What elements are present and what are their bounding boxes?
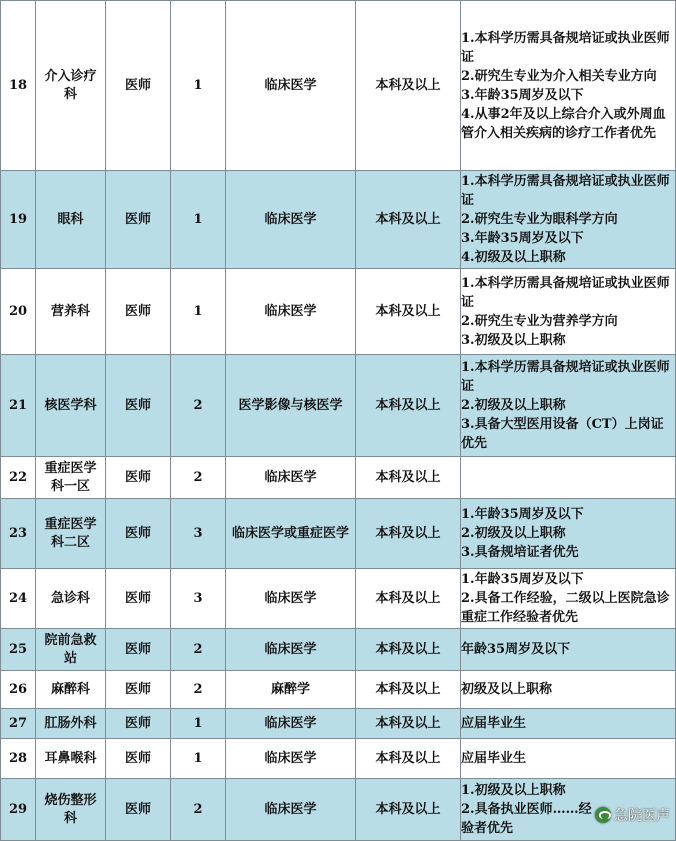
wechat-account-icon [595, 807, 611, 823]
table-row [1, 569, 676, 629]
watermark-text: 急院医声 [614, 808, 670, 824]
major-cell: 临床医学 [226, 269, 356, 355]
table-row [1, 671, 676, 709]
department-cell: 重症医学 科一区 [36, 457, 106, 499]
requirement-line: 1.初级及以上职称 [461, 783, 566, 798]
row-number-cell: 24 [1, 569, 36, 629]
requirement-line: 2.研究生专业为介入相关专业方向 [461, 68, 657, 84]
headcount-cell: 2 [171, 629, 226, 671]
requirements-cell [461, 739, 676, 779]
position-cell: 医师 [106, 709, 171, 739]
requirements-cell [461, 629, 676, 671]
position-cell: 医师 [106, 499, 171, 569]
headcount-cell: 1 [171, 1, 226, 171]
education-cell: 本科及以上 [356, 171, 461, 269]
requirement-line: 应届毕业生 [461, 716, 527, 731]
department-cell: 院前急救 站 [36, 629, 106, 671]
position-cell: 医师 [106, 171, 171, 269]
requirements-cell [461, 569, 676, 629]
requirement-line: 验者优先 [461, 821, 514, 836]
requirement-line: 初级及以上职称 [461, 682, 553, 697]
requirements-cell [461, 1, 676, 171]
department-cell: 烧伤整形 科 [36, 779, 106, 841]
department-cell: 耳鼻喉科 [36, 739, 106, 779]
department-cell: 核医学科 [36, 355, 106, 457]
position-cell: 医师 [106, 671, 171, 709]
table-row [1, 355, 676, 457]
position-cell: 医师 [106, 629, 171, 671]
headcount-cell: 1 [171, 269, 226, 355]
major-cell: 临床医学 [226, 1, 356, 171]
row-number-cell: 28 [1, 739, 36, 779]
education-cell: 本科及以上 [356, 569, 461, 629]
row-number-cell: 23 [1, 499, 36, 569]
row-number-cell: 18 [1, 1, 36, 171]
department-cell: 麻醉科 [36, 671, 106, 709]
major-cell: 麻醉学 [226, 671, 356, 709]
table-row [1, 171, 676, 269]
headcount-cell: 2 [171, 355, 226, 457]
requirements-cell [461, 355, 676, 457]
row-number-cell: 20 [1, 269, 36, 355]
row-number-cell: 26 [1, 671, 36, 709]
row-number-cell: 25 [1, 629, 36, 671]
education-cell: 本科及以上 [356, 355, 461, 457]
position-cell: 医师 [106, 457, 171, 499]
requirements-cell [461, 171, 676, 269]
requirement-line: 3.初级及以上职称 [461, 332, 566, 348]
education-cell: 本科及以上 [356, 499, 461, 569]
major-cell: 临床医学 [226, 779, 356, 841]
headcount-cell: 1 [171, 709, 226, 739]
requirement-line: 年龄35周岁及以下 [461, 642, 571, 657]
requirement-line: 2.具备执业医师……经 [461, 802, 592, 817]
requirement-line: 2.初级及以上职称 [461, 526, 566, 541]
education-cell: 本科及以上 [356, 629, 461, 671]
department-cell: 重症医学 科二区 [36, 499, 106, 569]
table-row [1, 269, 676, 355]
row-number-cell: 27 [1, 709, 36, 739]
requirement-line: 3.具备规培证者优先 [461, 545, 579, 560]
headcount-cell: 1 [171, 739, 226, 779]
requirement-line: 2.研究生专业为眼科学方向 [461, 212, 618, 227]
education-cell: 本科及以上 [356, 779, 461, 841]
headcount-cell: 1 [171, 171, 226, 269]
requirements-cell [461, 499, 676, 569]
education-cell: 本科及以上 [356, 269, 461, 355]
requirement-line: 应届毕业生 [461, 751, 527, 766]
table-row [1, 457, 676, 499]
major-cell: 临床医学 [226, 171, 356, 269]
major-cell: 医学影像与核医学 [226, 355, 356, 457]
requirement-line: 2.具备工作经验，二级以上医院急诊重症工作经验者优先 [461, 591, 670, 625]
requirement-line: 1.本科学历需具备规培证或执业医师证 [461, 275, 670, 310]
headcount-cell: 2 [171, 671, 226, 709]
headcount-cell: 3 [171, 569, 226, 629]
major-cell: 临床医学 [226, 457, 356, 499]
requirement-line: 3.年龄35周岁及以下 [461, 231, 584, 246]
requirements-cell [461, 457, 676, 499]
requirement-line: 4.从事2年及以上综合介入或外周血管介入相关疾病的诊疗工作者优先 [461, 106, 666, 141]
row-number-cell: 22 [1, 457, 36, 499]
education-cell: 本科及以上 [356, 709, 461, 739]
requirement-line: 1.年龄35周岁及以下 [461, 572, 584, 587]
position-cell: 医师 [106, 569, 171, 629]
headcount-cell: 3 [171, 499, 226, 569]
headcount-cell: 2 [171, 779, 226, 841]
table-row [1, 629, 676, 671]
requirement-line: 2.研究生专业为营养学方向 [461, 313, 618, 329]
row-number-cell: 21 [1, 355, 36, 457]
requirement-line: 3.年龄35周岁及以下 [461, 87, 584, 103]
requirement-line: 1.本科学历需具备规培证或执业医师证 [461, 360, 670, 394]
department-cell: 营养科 [36, 269, 106, 355]
department-cell: 急诊科 [36, 569, 106, 629]
department-cell: 介入诊疗 科 [36, 1, 106, 171]
headcount-cell: 2 [171, 457, 226, 499]
education-cell: 本科及以上 [356, 1, 461, 171]
table-row [1, 739, 676, 779]
requirements-cell [461, 709, 676, 739]
table-row [1, 1, 676, 171]
major-cell: 临床医学 [226, 569, 356, 629]
major-cell: 临床医学或重症医学 [226, 499, 356, 569]
row-number-cell: 19 [1, 171, 36, 269]
requirements-cell [461, 269, 676, 355]
education-cell: 本科及以上 [356, 671, 461, 709]
requirement-line: 1.年龄35周岁及以下 [461, 507, 584, 522]
table-row [1, 499, 676, 569]
department-cell: 肛肠外科 [36, 709, 106, 739]
major-cell: 临床医学 [226, 709, 356, 739]
major-cell: 临床医学 [226, 739, 356, 779]
watermark [595, 805, 670, 825]
table-row [1, 779, 676, 841]
position-cell: 医师 [106, 1, 171, 171]
position-cell: 医师 [106, 269, 171, 355]
row-number-cell: 29 [1, 779, 36, 841]
position-cell: 医师 [106, 779, 171, 841]
major-cell: 临床医学 [226, 629, 356, 671]
education-cell: 本科及以上 [356, 739, 461, 779]
requirement-line: 1.本科学历需具备规培证或执业医师证 [461, 30, 670, 65]
requirement-line: 3.具备大型医用设备（CT）上岗证优先 [461, 417, 664, 451]
education-cell: 本科及以上 [356, 457, 461, 499]
requirement-line: 1.本科学历需具备规培证或执业医师证 [461, 174, 670, 208]
position-cell: 医师 [106, 355, 171, 457]
requirements-cell [461, 671, 676, 709]
department-cell: 眼科 [36, 171, 106, 269]
requirement-line: 4.初级及以上职称 [461, 250, 566, 265]
table-row [1, 709, 676, 739]
position-cell: 医师 [106, 739, 171, 779]
requirement-line: 2.初级及以上职称 [461, 398, 566, 413]
